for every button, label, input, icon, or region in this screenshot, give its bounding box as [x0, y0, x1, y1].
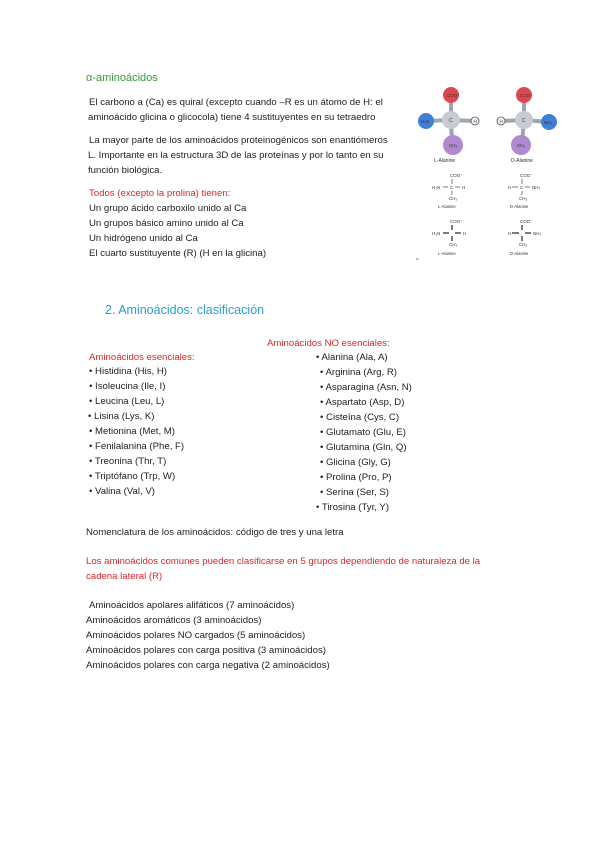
svg-text:COO⁻: COO⁻ — [520, 173, 533, 178]
todos-heading: Todos (excepto la prolina) tienen: — [89, 188, 231, 199]
list-item: • Histidina (His, H) — [89, 366, 167, 377]
list-item: • Prolina (Pro, P) — [320, 472, 392, 483]
list-item: • Leucina (Leu, L) — [89, 396, 165, 407]
svg-text:COO⁻: COO⁻ — [450, 219, 463, 224]
alanine-enantiomers-figure — [412, 78, 572, 268]
p2-line-2: L. Importante en la estructura 3D de las proteínas y por lo tanto en su — [88, 150, 384, 161]
list-item: Aminoácidos apolares alifáticos (7 aminoácidos) — [89, 600, 295, 611]
label-d-alanine-small: D-Alanine — [510, 204, 529, 209]
p1-line-1: El carbono a (Ca) es quiral (excepto cuando –R es un átomo de H: el — [89, 97, 383, 108]
list-item: Aminoácidos polares con carga positiva (3 aminoácidos) — [86, 645, 326, 656]
svg-text:H: H — [462, 185, 466, 190]
no-esenciales-heading: Aminoácidos NO esenciales: — [267, 338, 390, 349]
list-item: • Arginina (Arg, R) — [320, 367, 397, 378]
svg-text:H₃N: H₃N — [432, 231, 441, 236]
svg-text:COO⁻: COO⁻ — [450, 173, 463, 178]
list-item: • Serina (Ser, S) — [320, 487, 389, 498]
svg-text:C: C — [450, 185, 454, 190]
svg-text:CH₃: CH₃ — [449, 242, 458, 247]
fischer-d-1 — [508, 173, 540, 209]
list-item: Aminoácidos polares NO cargados (5 aminoácidos) — [86, 630, 306, 641]
list-item: • Glicina (Gly, G) — [320, 457, 391, 468]
label-h: H — [499, 119, 503, 124]
todos-list — [89, 201, 266, 261]
esenciales-heading: Aminoácidos esenciales: — [89, 352, 195, 363]
label-l-alanine: L-Alanine — [434, 158, 456, 164]
label-c: C — [449, 118, 453, 124]
list-item: • Aspartato (Asp, D) — [320, 397, 405, 408]
grupos-intro-text: Los aminoácidos comunes pueden clasificarse en 5 grupos dependiendo de naturaleza de la cadena lateral (R) — [86, 556, 481, 582]
label-nh3: NH₃ — [544, 120, 553, 125]
list-item: • Glutamina (Gln, Q) — [320, 442, 407, 453]
list-item: • Tirosina (Tyr, Y) — [316, 502, 390, 513]
figure-mark: •• — [416, 256, 419, 261]
l-alanine-model — [418, 87, 479, 164]
list-item: • Valina (Val, V) — [89, 486, 155, 497]
fischer-l-2 — [432, 219, 466, 256]
fischer-l-1 — [432, 173, 465, 209]
paragraph-enantiomeros — [88, 133, 418, 178]
list-item: Aminoácidos aromáticos (3 aminoácidos) — [86, 615, 262, 626]
list-item: El cuarto sustituyente (R) (H en la glicina) — [89, 248, 267, 259]
list-item: • Glutamato (Glu, E) — [320, 427, 406, 438]
list-item: • Lisina (Lys, K) — [88, 411, 155, 422]
nomenclatura-text: Nomenclatura de los aminoácidos: código de tres y una letra — [86, 527, 344, 538]
label-d-alanine: D-Alanine — [511, 158, 533, 164]
svg-text:H: H — [508, 185, 512, 190]
svg-text:CH₃: CH₃ — [519, 242, 528, 247]
label-l-alanine-small: L-Alanine — [438, 204, 456, 209]
svg-text:COO⁻: COO⁻ — [520, 219, 533, 224]
list-item: • Metionina (Met, M) — [89, 426, 175, 437]
label-h3n: H₃N — [421, 119, 430, 124]
list-item: • Fenilalanina (Phe, F) — [89, 441, 185, 452]
list-item: Aminoácidos polares con carga negativa (2 aminoácidos) — [86, 660, 330, 671]
list-item: • Isoleucina (Ile, I) — [89, 381, 166, 392]
label-h: H — [473, 119, 477, 124]
svg-text:NH₃: NH₃ — [532, 185, 541, 190]
svg-text:C: C — [520, 185, 524, 190]
svg-text:H₃N: H₃N — [432, 185, 441, 190]
p2-line-1: La mayor parte de los aminoácidos proteinogénicos son enantiómeros — [89, 135, 388, 146]
svg-text:CH₃: CH₃ — [519, 196, 528, 201]
list-item: Un grupo ácido carboxilo unido al Ca — [89, 203, 247, 214]
label-coo: COO⁻ — [447, 93, 460, 98]
p2-line-3: función biológica. — [88, 165, 163, 176]
svg-text:H: H — [508, 231, 512, 236]
list-item: • Treonina (Thr, T) — [89, 456, 167, 467]
list-item: Un grupos básico amino unido al Ca — [89, 218, 244, 229]
svg-text:NH₃: NH₃ — [533, 231, 542, 236]
alanine-diagram — [412, 78, 572, 268]
label-coo: COO⁻ — [520, 93, 533, 98]
list-item: • Triptófano (Trp, W) — [89, 471, 176, 482]
label-c: C — [522, 118, 526, 124]
list-item: Un hidrógeno unido al Ca — [89, 233, 198, 244]
p1-line-2: aminoácido glicina o glicocola) tiene 4 sustituyentes en su tetraedro — [88, 112, 376, 123]
label-l-alanine-small-2: L-Alanine — [438, 251, 456, 256]
grupos-list — [86, 598, 330, 673]
list-item: • Asparagina (Asn, N) — [320, 382, 412, 393]
no-esenciales-list — [316, 350, 412, 515]
section-clasificacion-title: 2. Aminoácidos: clasificación — [105, 303, 265, 317]
d-alanine-model — [497, 87, 557, 164]
fischer-d-2 — [508, 219, 541, 256]
svg-text:H: H — [463, 231, 467, 236]
list-item: • Cisteína (Cys, C) — [320, 412, 400, 423]
list-item: • Alanina (Ala, A) — [316, 352, 388, 363]
svg-text:CH₃: CH₃ — [449, 196, 458, 201]
esenciales-list — [88, 364, 184, 499]
label-d-alanine-small-2: D-Alanine — [510, 251, 529, 256]
section-alpha-aminoacidos-title: α-aminoácidos — [86, 72, 158, 84]
label-ch3: CH₃ — [449, 143, 458, 148]
paragraph-carbono-quiral — [88, 95, 408, 125]
label-ch3: CH₃ — [517, 143, 526, 148]
